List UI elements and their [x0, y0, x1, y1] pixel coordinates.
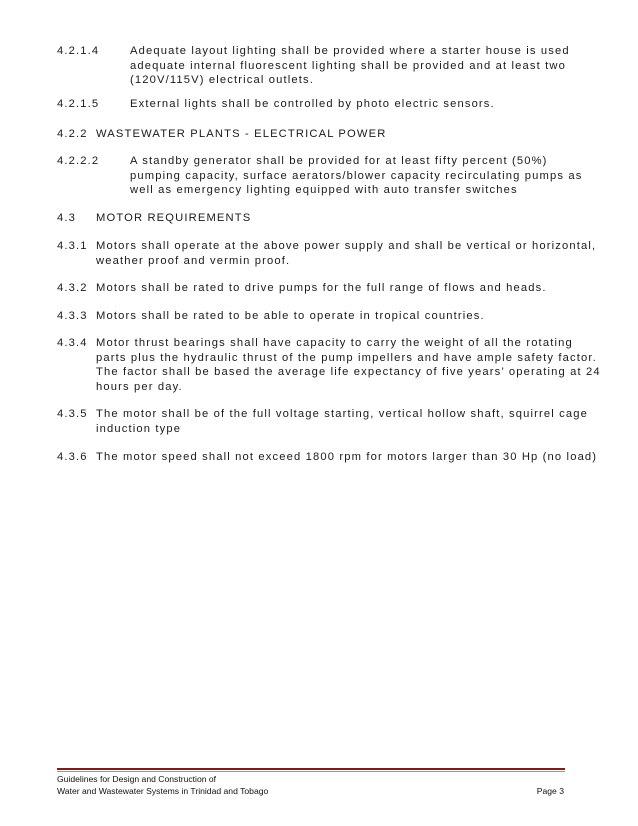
text-line: Adequate layout lighting shall be provided where a starter house is used [130, 45, 570, 57]
section-number: 4.3.6 [57, 451, 88, 463]
footer-title-line-2: Water and Wastewater Systems in Trinidad and Tobago [57, 786, 269, 796]
section-number: 4.3.2 [57, 282, 88, 294]
text-line: adequate internal fluorescent lighting shall be provided and at least two [130, 59, 566, 72]
section-text [96, 336, 601, 394]
text-line: The motor speed shall not exceed 1800 rpm for motors larger than 30 Hp (no load) [96, 451, 598, 463]
text-line: The motor shall be of the full voltage starting, vertical hollow shaft, squirrel cage [96, 408, 588, 420]
section-heading [96, 211, 251, 226]
footer-title-line-1: Guidelines for Design and Construction of [57, 774, 217, 784]
text-line: WASTEWATER PLANTS - ELECTRICAL POWER [96, 128, 387, 140]
footer-divider-shadow [57, 771, 565, 772]
text-line: Motors shall be rated to drive pumps for the full range of flows and heads. [96, 282, 547, 294]
section-text [96, 407, 588, 436]
text-line: Motor thrust bearings shall have capacity to carry the weight of all the rotating [96, 337, 573, 349]
footer-divider [57, 768, 565, 770]
text-line: External lights shall be controlled by photo electric sensors. [130, 98, 495, 110]
section-number: 4.3.1 [57, 240, 88, 252]
text-line: weather proof and vermin proof. [96, 254, 291, 267]
section-text [130, 154, 582, 198]
text-line: parts plus the hydraulic thrust of the pump impellers and have ample safety factor. [96, 351, 597, 364]
section-number: 4.2.1.5 [57, 98, 100, 110]
text-line: pumping capacity, surface aerators/blower capacity recirculating pumps as [130, 169, 583, 182]
section-text [130, 97, 495, 112]
section-number: 4.2.2 [57, 128, 88, 140]
text-line: MOTOR REQUIREMENTS [96, 212, 252, 224]
section-text [130, 44, 570, 88]
section-number: 4.3.4 [57, 337, 88, 349]
text-line: induction type [96, 422, 182, 435]
section-number: 4.3.3 [57, 310, 88, 322]
section-text [96, 309, 485, 324]
section-text [96, 281, 547, 296]
text-line: well as emergency lighting equipped with auto transfer switches [130, 184, 518, 197]
section-number: 4.3 [57, 212, 77, 224]
text-line: (120V/115V) electrical outlets. [130, 74, 315, 87]
section-number: 4.3.5 [57, 408, 88, 420]
text-line: hours per day. [96, 380, 183, 393]
section-heading [96, 127, 386, 142]
text-line: Motors shall be rated to be able to operate in tropical countries. [96, 310, 485, 322]
text-line: Motors shall operate at the above power supply and shall be vertical or horizontal, [96, 240, 597, 252]
section-text [96, 239, 596, 268]
text-line: The factor shall be based the average life expectancy of five years’ operating at 24 [96, 366, 601, 379]
section-number: 4.2.2.2 [57, 155, 100, 167]
text-line: A standby generator shall be provided for at least fifty percent (50%) [130, 155, 548, 167]
section-number: 4.2.1.4 [57, 45, 100, 57]
page-number: Page 3 [536, 786, 564, 796]
section-text [96, 450, 597, 465]
